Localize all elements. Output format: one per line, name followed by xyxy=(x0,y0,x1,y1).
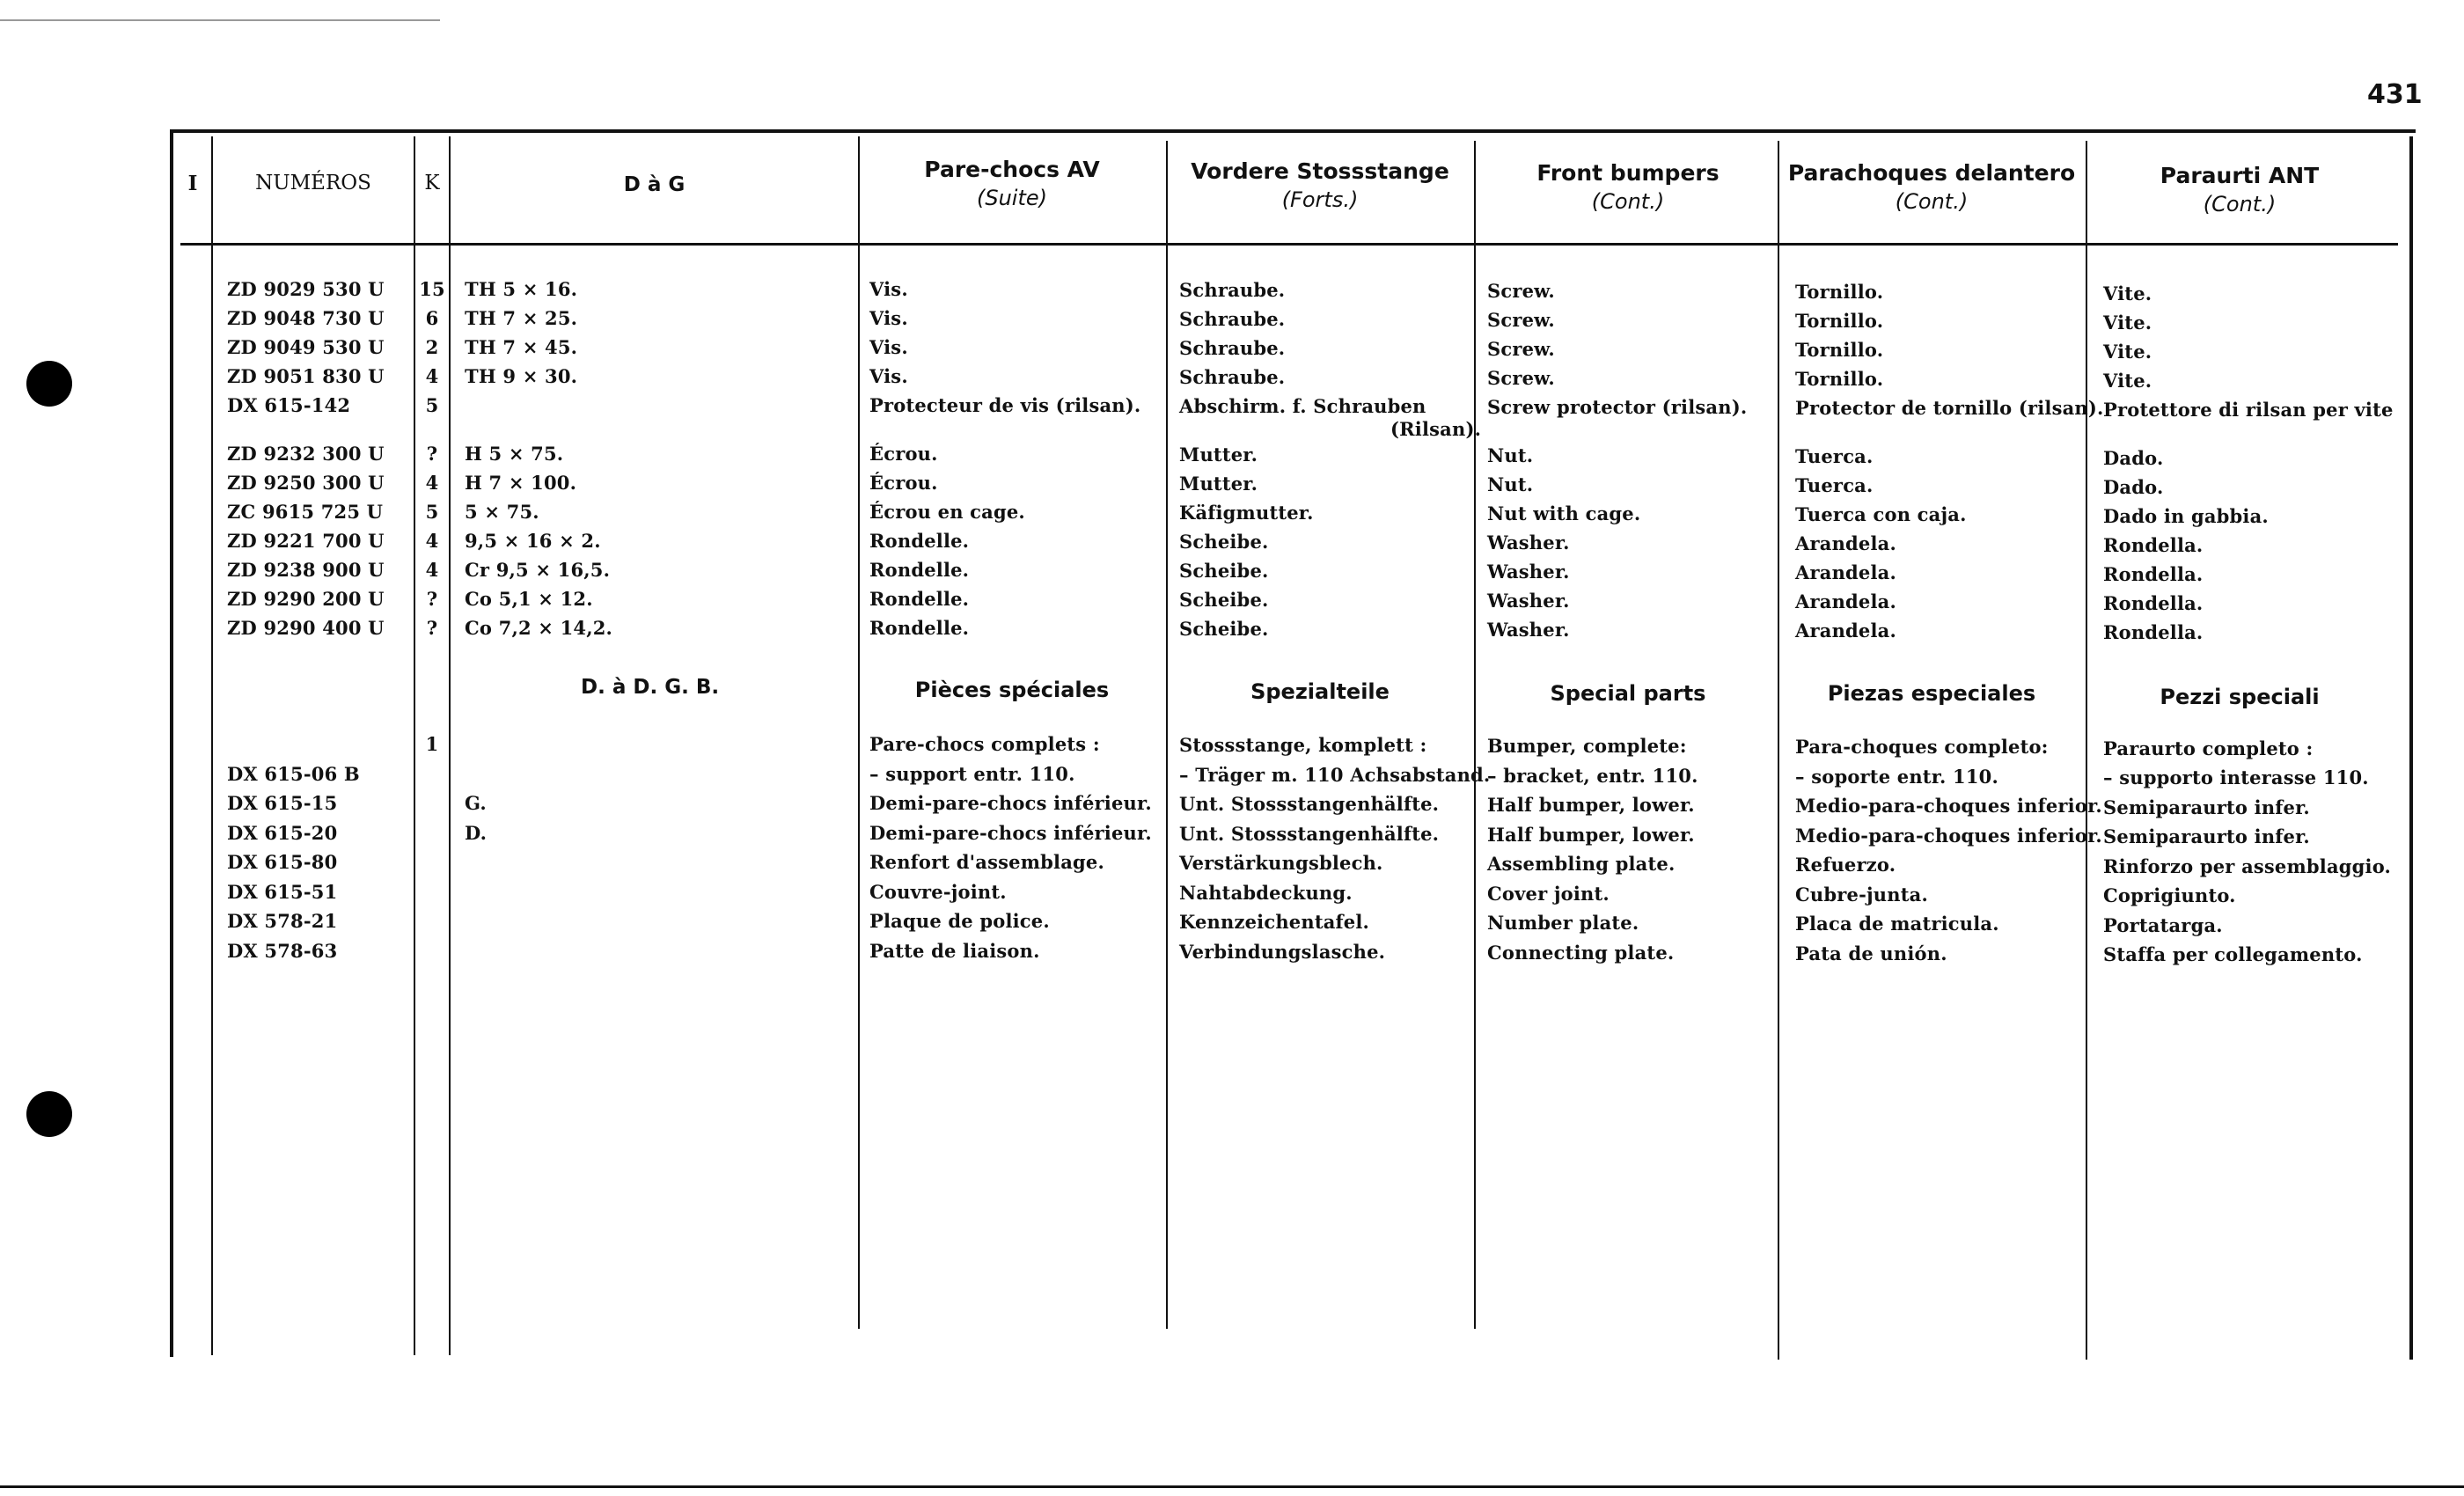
cell-de: Scheibe. xyxy=(1179,560,1269,583)
cell-en: Assembling plate. xyxy=(1487,853,1676,876)
cell-dg: G. xyxy=(465,792,487,814)
cell-de: Kennzeichentafel. xyxy=(1179,911,1370,934)
cell-en: Nut with cage. xyxy=(1487,502,1641,525)
cell-de: Nahtabdeckung. xyxy=(1179,881,1353,904)
header-de-sub: (Forts.) xyxy=(1281,187,1359,212)
cell-fr: Pare-chocs complets : xyxy=(869,733,1100,755)
cell-dg: 5 × 75. xyxy=(465,501,539,523)
cell-fr: Patte de liaison. xyxy=(869,939,1040,962)
table-right-border xyxy=(2409,136,2413,1360)
cell-en: Number plate. xyxy=(1487,912,1639,935)
cell-num: ZC 9615 725 U xyxy=(227,501,384,523)
cell-en: – bracket, entr. 110. xyxy=(1487,764,1698,787)
cell-dg: H 5 × 75. xyxy=(465,443,564,465)
header-en-sub: (Cont.) xyxy=(1591,189,1665,214)
cell-num: ZD 9048 730 U xyxy=(227,307,385,329)
cell-es: Tornillo. xyxy=(1795,368,1884,391)
cell-de: Schraube. xyxy=(1179,366,1286,389)
top-left-scan-line xyxy=(0,19,440,21)
cell-fr: Vis. xyxy=(869,278,908,300)
header-i: I xyxy=(187,172,198,195)
cell-num: DX 615-06 B xyxy=(227,762,360,785)
page-number: 431 xyxy=(2367,79,2423,110)
cell-es: Protector de tornillo (rilsan). xyxy=(1795,397,2104,420)
cell-de: Verstärkungsblech. xyxy=(1179,852,1383,875)
cell-it: Semiparaurto infer. xyxy=(2103,825,2310,848)
col-divider xyxy=(414,136,415,1355)
col-divider xyxy=(211,136,213,1355)
section-dg-label: D. à D. G. B. xyxy=(581,676,720,699)
section-fr-title: Pièces spéciales xyxy=(914,678,1110,702)
cell-en: Nut. xyxy=(1487,444,1534,467)
cell-es: Medio-para-choques inferior. xyxy=(1795,824,2102,847)
cell-de: Käfigmutter. xyxy=(1179,502,1314,524)
cell-fr: Protecteur de vis (rilsan). xyxy=(869,394,1141,416)
cell-de: Mutter. xyxy=(1179,473,1258,495)
cell-de: Schraube. xyxy=(1179,337,1286,360)
cell-it: Vite. xyxy=(2103,282,2152,304)
cell-en: Washer. xyxy=(1487,590,1570,612)
cell-dg: Co 7,2 × 14,2. xyxy=(465,617,613,639)
cell-fr: Vis. xyxy=(869,336,908,358)
cell-fr: Plaque de police. xyxy=(869,910,1050,932)
header-de-title: Vordere Stossstange xyxy=(1191,158,1449,184)
cell-k: 2 xyxy=(425,336,439,358)
col-divider xyxy=(858,136,860,1329)
cell-num: DX 615-20 xyxy=(227,821,338,844)
cell-k: ? xyxy=(426,443,438,465)
cell-fr: – support entr. 110. xyxy=(869,762,1075,785)
de-continuation: (Rilsan). xyxy=(1390,418,1482,440)
cell-k: 15 xyxy=(419,278,445,300)
col-divider xyxy=(449,136,451,1355)
cell-de: Schraube. xyxy=(1179,308,1286,331)
header-en-title: Front bumpers xyxy=(1536,160,1720,186)
cell-dg: TH 7 × 45. xyxy=(465,336,578,358)
cell-num: DX 615-142 xyxy=(227,394,351,416)
cell-num: ZD 9290 400 U xyxy=(227,617,385,639)
section-de-title: Spezialteile xyxy=(1250,679,1390,704)
cell-fr: Écrou en cage. xyxy=(869,501,1025,523)
table-top-border xyxy=(172,129,2416,133)
cell-num: DX 578-21 xyxy=(227,910,338,932)
cell-es: Arandela. xyxy=(1795,620,1896,642)
cell-num: DX 615-51 xyxy=(227,880,338,903)
header-fr xyxy=(858,157,1166,210)
col-divider xyxy=(1166,141,1168,1329)
cell-it: Portatarga. xyxy=(2103,913,2223,936)
cell-es: Para-choques completo: xyxy=(1795,736,2049,759)
cell-de: Unt. Stossstangenhälfte. xyxy=(1179,793,1440,816)
cell-en: Screw protector (rilsan). xyxy=(1487,396,1748,419)
cell-es: Tuerca. xyxy=(1795,474,1874,497)
cell-it: Rinforzo per assemblaggio. xyxy=(2103,854,2392,877)
col-divider xyxy=(1778,141,1779,1360)
header-it xyxy=(2086,163,2394,216)
cell-es: Tornillo. xyxy=(1795,339,1884,362)
header-es-title: Parachoques delantero xyxy=(1787,160,2076,186)
cell-k: 4 xyxy=(425,472,439,494)
cell-it: Rondella. xyxy=(2103,591,2204,614)
cell-dg: H 7 × 100. xyxy=(465,472,577,494)
cell-num: ZD 9049 530 U xyxy=(227,336,385,358)
cell-num: ZD 9029 530 U xyxy=(227,278,385,300)
cell-de: Scheibe. xyxy=(1179,618,1269,641)
cell-en: Washer. xyxy=(1487,619,1570,642)
cell-fr: Vis. xyxy=(869,365,908,387)
cell-fr: Rondelle. xyxy=(869,617,970,639)
cell-it: Semiparaurto infer. xyxy=(2103,796,2310,818)
cell-k: 5 xyxy=(425,501,439,523)
section-en-title: Special parts xyxy=(1550,681,1706,706)
cell-num: ZD 9290 200 U xyxy=(227,588,385,610)
cell-de: Scheibe. xyxy=(1179,531,1269,554)
cell-es: Arandela. xyxy=(1795,590,1896,613)
cell-it: Vite. xyxy=(2103,311,2152,334)
cell-es: Refuerzo. xyxy=(1795,854,1896,876)
header-en xyxy=(1474,160,1782,214)
cell-it: Paraurto completo : xyxy=(2103,737,2314,759)
cell-es: Pata de unión. xyxy=(1795,942,1947,964)
header-es xyxy=(1778,160,2086,214)
cell-fr: Rondelle. xyxy=(869,559,970,581)
cell-en: Washer. xyxy=(1487,532,1570,554)
cell-es: Medio-para-choques inferior. xyxy=(1795,795,2102,818)
cell-dg: 9,5 × 16 × 2. xyxy=(465,530,601,552)
header-bottom-border xyxy=(180,243,2398,246)
binder-hole-top xyxy=(26,361,72,407)
cell-es: Arandela. xyxy=(1795,532,1896,555)
bottom-scan-line xyxy=(0,1485,2464,1488)
cell-fr: Vis. xyxy=(869,307,908,329)
section-it-title: Pezzi speciali xyxy=(2160,685,2320,709)
cell-de: Mutter. xyxy=(1179,444,1258,466)
cell-dg: D. xyxy=(465,821,488,844)
cell-en: Half bumper, lower. xyxy=(1487,794,1695,817)
cell-fr: Renfort d'assemblage. xyxy=(869,851,1104,873)
table-left-border xyxy=(170,129,173,1357)
header-it-title: Paraurti ANT xyxy=(2160,163,2320,188)
cell-de: Stossstange, komplett : xyxy=(1179,734,1427,757)
cell-dg: Cr 9,5 × 16,5. xyxy=(465,559,611,581)
cell-de: Abschirm. f. Schrauben xyxy=(1179,395,1426,418)
cell-num: ZD 9238 900 U xyxy=(227,559,385,581)
cell-de: Schraube. xyxy=(1179,279,1286,302)
cell-es: Placa de matricula. xyxy=(1795,913,1999,935)
cell-k: 6 xyxy=(425,307,439,329)
cell-it: Vite. xyxy=(2103,340,2152,363)
cell-k: 4 xyxy=(425,530,439,552)
cell-num: ZD 9232 300 U xyxy=(227,443,385,465)
cell-k: 5 xyxy=(425,394,439,416)
cell-es: Cubre-junta. xyxy=(1795,883,1928,906)
cell-en: Screw. xyxy=(1487,309,1555,332)
cell-num: DX 615-80 xyxy=(227,851,338,873)
cell-num: DX 578-63 xyxy=(227,939,338,962)
header-de xyxy=(1166,158,1474,212)
cell-de: Scheibe. xyxy=(1179,589,1269,612)
cell-fr: Écrou. xyxy=(869,472,938,494)
cell-fr: Rondelle. xyxy=(869,588,970,610)
cell-it: – supporto interasse 110. xyxy=(2103,766,2369,789)
cell-k: 1 xyxy=(425,733,439,755)
header-fr-title: Pare-chocs AV xyxy=(924,157,1100,182)
cell-dg: Co 5,1 × 12. xyxy=(465,588,593,610)
cell-it: Staffa per collegamento. xyxy=(2103,943,2363,966)
cell-en: Screw. xyxy=(1487,280,1555,303)
cell-es: Tornillo. xyxy=(1795,281,1884,304)
cell-en: Screw. xyxy=(1487,367,1555,390)
col-divider xyxy=(2086,141,2087,1360)
cell-num: DX 615-15 xyxy=(227,792,338,814)
section-es-title: Piezas especiales xyxy=(1827,681,2036,706)
cell-fr: Écrou. xyxy=(869,443,938,465)
cell-en: Half bumper, lower. xyxy=(1487,823,1695,846)
header-numeros: NUMÉROS xyxy=(255,172,371,194)
cell-k: ? xyxy=(426,588,438,610)
cell-it: Vite. xyxy=(2103,369,2152,392)
binder-hole-bottom xyxy=(26,1091,72,1137)
cell-k: ? xyxy=(426,617,438,639)
header-es-sub: (Cont.) xyxy=(1895,189,1969,214)
header-dg: D à G xyxy=(623,173,686,196)
header-k: K xyxy=(424,172,440,194)
cell-es: Tornillo. xyxy=(1795,310,1884,333)
cell-num: ZD 9051 830 U xyxy=(227,365,385,387)
cell-fr: Rondelle. xyxy=(869,530,970,552)
cell-en: Nut. xyxy=(1487,473,1534,496)
cell-it: Protettore di rilsan per vite xyxy=(2103,398,2394,421)
cell-es: Tuerca. xyxy=(1795,445,1874,468)
cell-de: Unt. Stossstangenhälfte. xyxy=(1179,822,1440,845)
cell-it: Dado. xyxy=(2103,446,2164,469)
header-fr-sub: (Suite) xyxy=(976,186,1047,210)
header-it-sub: (Cont.) xyxy=(2203,192,2277,216)
cell-en: Connecting plate. xyxy=(1487,941,1675,964)
cell-it: Coprigiunto. xyxy=(2103,884,2236,907)
cell-k: 4 xyxy=(425,559,439,581)
cell-en: Cover joint. xyxy=(1487,882,1610,905)
cell-fr: Couvre-joint. xyxy=(869,880,1007,903)
cell-es: – soporte entr. 110. xyxy=(1795,765,1999,788)
cell-en: Washer. xyxy=(1487,561,1570,583)
cell-de: Verbindungslasche. xyxy=(1179,940,1386,963)
cell-num: ZD 9250 300 U xyxy=(227,472,385,494)
cell-fr: Demi-pare-chocs inférieur. xyxy=(869,792,1152,814)
cell-es: Arandela. xyxy=(1795,561,1896,584)
cell-de: – Träger m. 110 Achsabstand. xyxy=(1179,763,1491,786)
cell-it: Rondella. xyxy=(2103,562,2204,585)
cell-it: Dado in gabbia. xyxy=(2103,504,2269,527)
cell-es: Tuerca con caja. xyxy=(1795,503,1967,526)
cell-it: Dado. xyxy=(2103,475,2164,498)
cell-dg: TH 9 × 30. xyxy=(465,365,578,387)
cell-k: 4 xyxy=(425,365,439,387)
cell-num: ZD 9221 700 U xyxy=(227,530,385,552)
col-divider xyxy=(1474,141,1476,1329)
cell-it: Rondella. xyxy=(2103,620,2204,643)
cell-dg: TH 5 × 16. xyxy=(465,278,578,300)
cell-en: Bumper, complete: xyxy=(1487,735,1687,758)
cell-it: Rondella. xyxy=(2103,533,2204,556)
cell-fr: Demi-pare-chocs inférieur. xyxy=(869,821,1152,844)
cell-en: Screw. xyxy=(1487,338,1555,361)
cell-dg: TH 7 × 25. xyxy=(465,307,578,329)
